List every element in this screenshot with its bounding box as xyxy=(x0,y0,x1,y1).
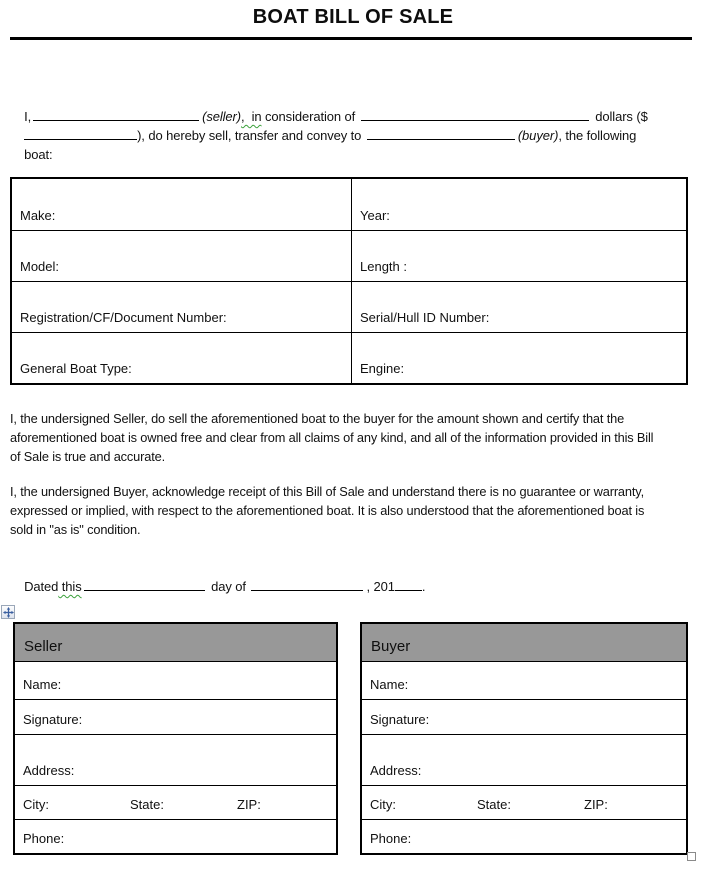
state-field-label: State: xyxy=(477,797,511,812)
zip-field-label: ZIP: xyxy=(584,797,608,812)
seller-address-row[interactable] xyxy=(15,734,336,785)
signature-field-label: Signature: xyxy=(370,712,430,727)
phone-field-label: Phone: xyxy=(23,831,65,846)
intro-line-2 xyxy=(10,107,636,164)
table-move-handle[interactable] xyxy=(1,605,15,619)
buyer-name-row[interactable] xyxy=(362,662,686,699)
seller-clause xyxy=(10,409,702,466)
length-field-cell[interactable]: Length : xyxy=(351,231,686,281)
dated-line xyxy=(10,558,425,615)
dated-text: day of xyxy=(207,579,250,594)
table-row xyxy=(12,179,686,230)
intro-text: , the following xyxy=(558,128,637,143)
seller-city-state-zip-row[interactable] xyxy=(15,785,336,819)
buyer-table-header: Buyer xyxy=(362,624,686,662)
city-field-label: City: xyxy=(23,797,49,812)
buyer-signature-row[interactable] xyxy=(362,699,686,734)
table-row xyxy=(12,281,686,332)
seller-phone-row[interactable] xyxy=(15,819,336,853)
title-divider xyxy=(10,37,692,40)
phone-field-label: Phone: xyxy=(370,831,412,846)
seller-name-row[interactable] xyxy=(15,662,336,699)
intro-text: I, xyxy=(24,109,32,124)
intro-text: ), do hereby sell, transfer and convey to xyxy=(137,128,365,143)
signature-field-label: Signature: xyxy=(23,712,83,727)
dated-year-blank[interactable] xyxy=(395,578,422,591)
boat-type-cell[interactable]: General Boat Type: xyxy=(20,361,132,376)
dated-text: . xyxy=(421,579,426,594)
address-field-label: Address: xyxy=(370,763,422,778)
buyer-name-blank[interactable] xyxy=(367,127,515,140)
dated-month-blank[interactable] xyxy=(251,578,363,591)
table-row xyxy=(12,230,686,281)
buyer-address-row[interactable] xyxy=(362,734,686,785)
seller-label: (seller) xyxy=(202,109,242,124)
intro-text: boat: xyxy=(24,147,53,162)
clause-text: I, the undersigned Buyer, acknowledge receipt of this Bill of Sale and understand there is no guarantee or warranty, xyxy=(10,484,644,499)
intro-text: dollars ($ xyxy=(591,109,648,124)
table-resize-handle[interactable] xyxy=(687,852,696,861)
zip-field-label: ZIP: xyxy=(237,797,261,812)
intro-line-3 xyxy=(10,126,52,183)
buyer-info-table xyxy=(360,622,688,855)
buyer-city-state-zip-row[interactable] xyxy=(362,785,686,819)
move-cross-icon xyxy=(3,607,14,618)
state-field-label: State: xyxy=(130,797,164,812)
engine-field-cell[interactable]: Engine: xyxy=(351,333,686,383)
clause-text: sold in "as is" condition. xyxy=(10,522,141,537)
registration-number-cell[interactable]: Registration/CF/Document Number: xyxy=(20,310,227,325)
page-title: BOAT BILL OF SALE xyxy=(252,6,454,28)
dated-text: , 201 xyxy=(366,579,395,594)
make-field-cell[interactable]: Make: xyxy=(20,208,56,223)
clause-text: expressed or implied, with respect to the aforementioned boat. It is also understood that the aforementioned boat is xyxy=(10,503,645,518)
city-field-label: City: xyxy=(370,797,396,812)
seller-signature-row[interactable] xyxy=(15,699,336,734)
clause-text: of Sale is true and accurate. xyxy=(10,449,165,464)
table-row xyxy=(12,332,686,383)
dated-day-blank[interactable] xyxy=(84,578,205,591)
intro-text: consideration of xyxy=(261,109,359,124)
model-field-cell[interactable]: Model: xyxy=(20,259,60,274)
grammar-squiggle-text: this xyxy=(58,579,82,594)
year-field-cell[interactable]: Year: xyxy=(351,179,686,230)
address-field-label: Address: xyxy=(23,763,75,778)
buyer-phone-row[interactable] xyxy=(362,819,686,853)
clause-text: I, the undersigned Seller, do sell the aforementioned boat to the buyer for the amount shown and certify that the xyxy=(10,411,625,426)
serial-hull-id-cell[interactable]: Serial/Hull ID Number: xyxy=(351,282,686,332)
boat-details-table xyxy=(10,177,688,385)
grammar-squiggle-text: , in xyxy=(241,109,262,124)
seller-info-table xyxy=(13,622,338,855)
seller-table-header: Seller xyxy=(15,624,336,662)
dated-text: Dated xyxy=(24,579,59,594)
name-field-label: Name: xyxy=(370,677,409,692)
buyer-clause xyxy=(10,482,702,539)
clause-text: aforementioned boat is owned free and clear from all claims of any kind, and all of the information provided in this Bill xyxy=(10,430,654,445)
name-field-label: Name: xyxy=(23,677,62,692)
buyer-label: (buyer) xyxy=(517,128,559,143)
